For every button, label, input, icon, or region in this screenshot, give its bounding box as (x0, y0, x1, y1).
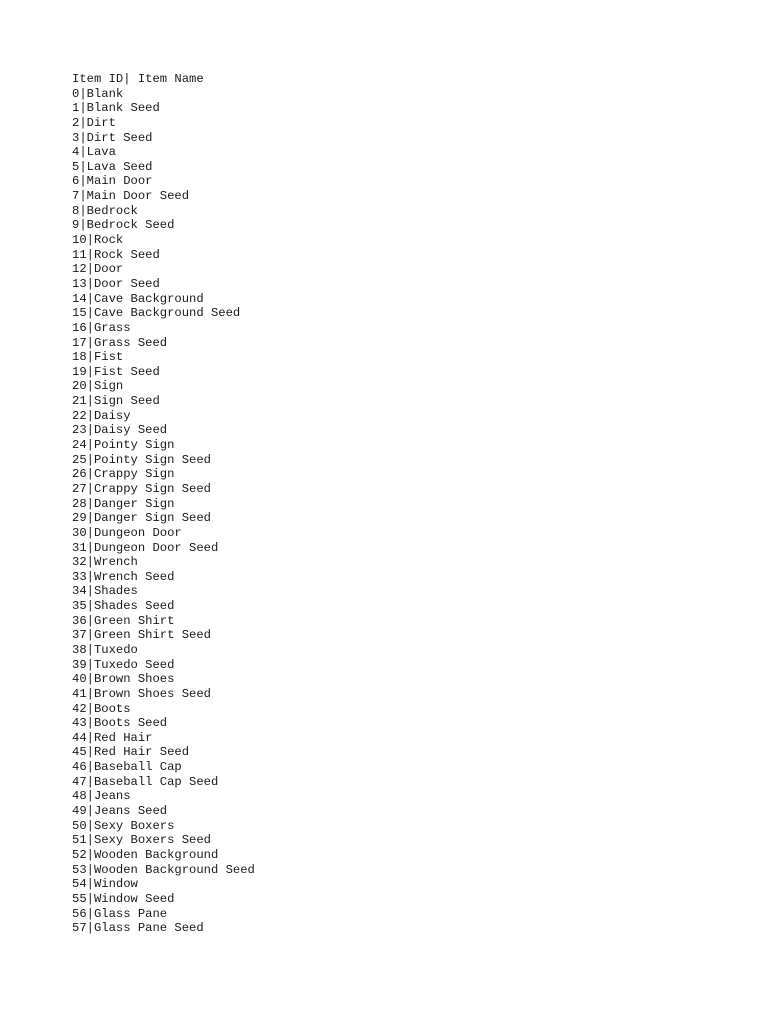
item-line: 10|Rock (72, 233, 124, 248)
item-line: 15|Cave Background Seed (72, 306, 241, 321)
item-line: 18|Fist (72, 350, 124, 365)
item-line: 43|Boots Seed (72, 716, 168, 731)
item-list (72, 87, 712, 936)
document-header: Item ID| Item Name (72, 72, 204, 86)
item-line: 46|Baseball Cap (72, 760, 182, 775)
item-line: 27|Crappy Sign Seed (72, 481, 211, 496)
item-line: 31|Dungeon Door Seed (72, 540, 219, 555)
item-line: 36|Green Shirt (72, 613, 175, 628)
item-line: 6|Main Door (72, 174, 153, 189)
item-line: 21|Sign Seed (72, 394, 160, 409)
item-line: 5|Lava Seed (72, 159, 153, 174)
item-line: 12|Door (72, 262, 124, 277)
item-line: 33|Wrench Seed (72, 569, 175, 584)
item-line: 51|Sexy Boxers Seed (72, 833, 211, 848)
item-line: 39|Tuxedo Seed (72, 657, 175, 672)
item-line: 37|Green Shirt Seed (72, 628, 211, 643)
item-line: 35|Shades Seed (72, 599, 175, 614)
item-line: 23|Daisy Seed (72, 423, 168, 438)
item-line: 7|Main Door Seed (72, 189, 190, 204)
item-line: 48|Jeans (72, 789, 131, 804)
item-line: 28|Danger Sign (72, 496, 175, 511)
document-page (72, 72, 712, 936)
item-line: 4|Lava (72, 145, 116, 160)
item-line: 16|Grass (72, 320, 131, 335)
item-line: 41|Brown Shoes Seed (72, 686, 211, 701)
item-line: 54|Window (72, 877, 138, 892)
item-line: 42|Boots (72, 701, 131, 716)
item-line: 13|Door Seed (72, 276, 160, 291)
item-line: 29|Danger Sign Seed (72, 511, 211, 526)
item-line: 3|Dirt Seed (72, 130, 153, 145)
item-line: 50|Sexy Boxers (72, 818, 175, 833)
item-line: 34|Shades (72, 584, 138, 599)
item-line: 17|Grass Seed (72, 335, 168, 350)
item-line: 8|Bedrock (72, 203, 138, 218)
item-line: 57|Glass Pane Seed (72, 921, 204, 936)
item-line: 9|Bedrock Seed (72, 218, 175, 233)
item-line: 14|Cave Background (72, 291, 204, 306)
item-line: 56|Glass Pane (72, 906, 168, 921)
item-line: 22|Daisy (72, 408, 131, 423)
item-line: 24|Pointy Sign (72, 438, 175, 453)
item-line: 40|Brown Shoes (72, 672, 175, 687)
item-line: 44|Red Hair (72, 730, 153, 745)
item-line: 2|Dirt (72, 115, 116, 130)
item-line: 19|Fist Seed (72, 364, 160, 379)
item-line: 0|Blank (72, 86, 124, 101)
item-line: 49|Jeans Seed (72, 804, 168, 819)
item-line: 55|Window Seed (72, 891, 175, 906)
item-line: 20|Sign (72, 379, 124, 394)
item-line: 30|Dungeon Door (72, 525, 182, 540)
item-line: 25|Pointy Sign Seed (72, 452, 211, 467)
item-line: 32|Wrench (72, 555, 138, 570)
item-line: 38|Tuxedo (72, 642, 138, 657)
item-line: 47|Baseball Cap Seed (72, 774, 219, 789)
item-line: 11|Rock Seed (72, 247, 160, 262)
item-line: 52|Wooden Background (72, 847, 219, 862)
item-line: 53|Wooden Background Seed (72, 862, 255, 877)
item-line: 26|Crappy Sign (72, 467, 175, 482)
item-line: 1|Blank Seed (72, 101, 160, 116)
item-line: 45|Red Hair Seed (72, 745, 190, 760)
